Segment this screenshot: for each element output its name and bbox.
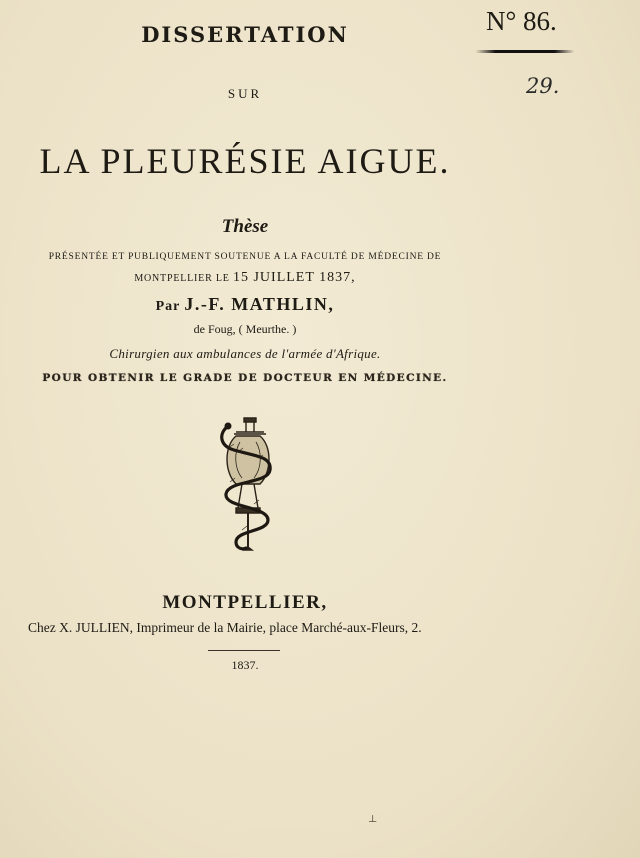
catalog-number-underline — [476, 50, 574, 53]
author-position: Chirurgien aux ambulances de l'armée d'Afrique. — [109, 346, 381, 361]
author-origin: de Foug, ( Meurthe. ) — [193, 322, 297, 336]
printer-line: Chez X. JULLIEN, Imprimeur de la Mairie, place Marché-aux-Fleurs, 2. — [28, 620, 422, 635]
year: 1837. — [231, 658, 259, 672]
catalog-number: N° 86. — [486, 6, 557, 36]
divider-rule — [208, 650, 280, 651]
presented-line-2-prefix: MONTPELLIER LE — [134, 273, 230, 284]
city: MONTPELLIER, — [162, 592, 328, 613]
main-title: LA PLEURÉSIE AIGUE. — [39, 141, 451, 181]
author-line — [0, 294, 490, 315]
author-prefix: Par — [155, 299, 181, 314]
presented-date: 15 JUILLET 1837, — [232, 270, 356, 285]
degree-purpose: POUR OBTENIR LE GRADE DE DOCTEUR EN MÉDECINE. — [42, 372, 448, 384]
sur-label: SUR — [227, 86, 263, 101]
caduceus-serpent-vase-icon — [214, 412, 282, 552]
presented-line-1: PRÉSENTÉE ET PUBLIQUEMENT SOUTENUE A LA FACULTÉ DE MÉDECINE DE — [48, 252, 442, 262]
author-name: J.-F. MATHLIN, — [184, 294, 335, 314]
dissertation-heading: DISSERTATION — [141, 22, 349, 47]
these-label: Thèse — [221, 216, 269, 237]
stray-mark: ⊥ — [368, 814, 378, 825]
presented-line-2 — [0, 270, 490, 286]
handwritten-number: 29. — [526, 74, 560, 98]
